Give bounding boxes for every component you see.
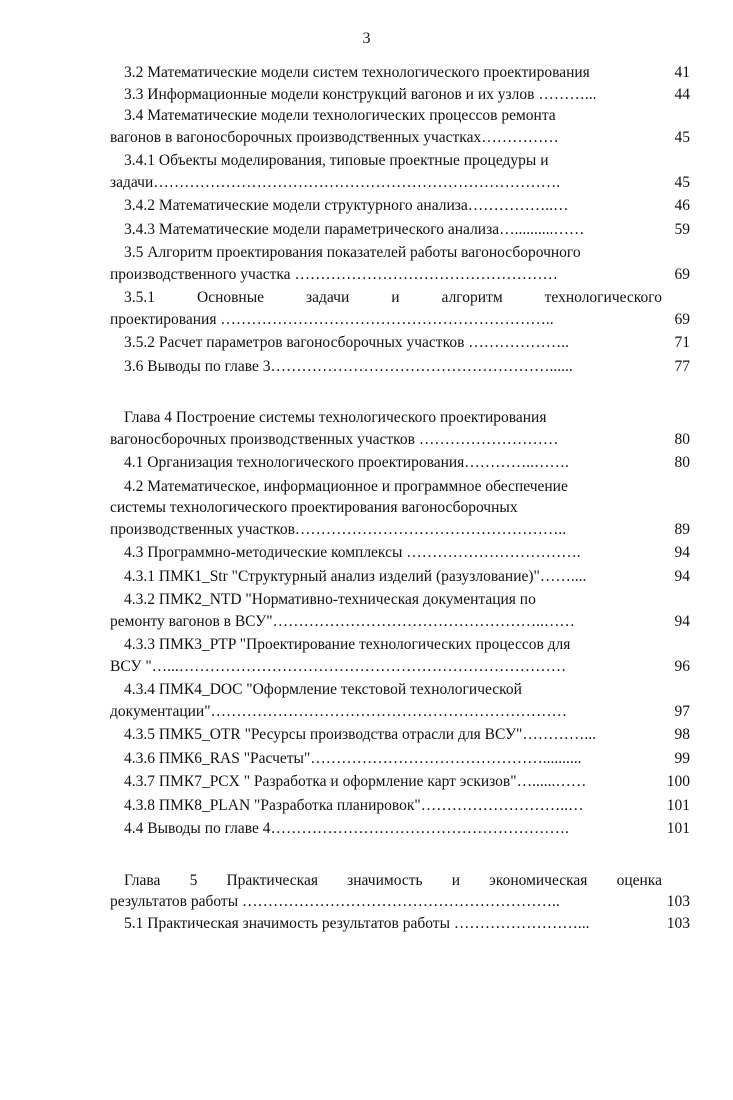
toc-entry-page: 41 bbox=[674, 64, 690, 81]
toc-entry bbox=[110, 84, 690, 106]
page-number: 3 bbox=[362, 30, 371, 47]
toc-entry-page: 99 bbox=[674, 749, 690, 767]
toc-entry-continuation bbox=[110, 891, 690, 913]
toc-chapter-heading bbox=[110, 870, 690, 892]
toc-entry-page: 69 bbox=[674, 310, 690, 328]
toc-entry-page: 94 bbox=[674, 567, 690, 585]
toc-entry-text: Глава 5 Практическая значимость и экономическая оценка bbox=[124, 871, 662, 889]
toc-entry-continuation bbox=[110, 264, 690, 286]
toc-entry-continuation bbox=[110, 127, 690, 149]
toc-entry bbox=[110, 679, 690, 701]
toc-entry-text: проектирования ……………………………………………………….. bbox=[110, 310, 554, 328]
toc-entry-page: 103 bbox=[666, 914, 690, 932]
toc-entry bbox=[110, 724, 690, 746]
toc-entry-text: 3.2 Математические модели систем технологического проектирования bbox=[124, 64, 590, 81]
toc-entry bbox=[110, 332, 690, 354]
toc-entry bbox=[110, 195, 690, 217]
toc-entry-text: 4.2 Математическое, информационное и программное обеспечение bbox=[124, 477, 568, 495]
toc-entry-text: 4.3 Программно-методические комплексы ……………………………. bbox=[124, 544, 581, 561]
toc-entry bbox=[110, 589, 690, 611]
toc-entry-page: 59 bbox=[674, 220, 690, 238]
toc-entry bbox=[110, 913, 690, 935]
toc-entry-page: 80 bbox=[674, 430, 690, 448]
toc-entry-page: 96 bbox=[674, 657, 690, 675]
toc-entry-text: вагонов в вагоносборочных производственных участках…………… bbox=[110, 128, 559, 146]
toc-entry-text: 4.3.5 ПМК5_OTR "Ресурсы производства отрасли для ВСУ"…………... bbox=[124, 726, 597, 743]
toc-entry-text: документации"…………………………………………………………… bbox=[110, 702, 568, 720]
toc-entry-text: результатов работы …………………………………………………….. bbox=[110, 893, 560, 910]
toc-entry-page: 100 bbox=[666, 773, 690, 790]
toc-entry-text: 3.5.1 Основные задачи и алгоритм технологического bbox=[124, 289, 662, 306]
toc-entry-page: 94 bbox=[674, 612, 690, 630]
toc-entry bbox=[110, 356, 690, 378]
toc-entry bbox=[110, 542, 690, 564]
toc-entry-text: 4.1 Организация технологического проектирования…………..……. bbox=[124, 454, 569, 471]
toc-entry-page: 69 bbox=[674, 265, 690, 283]
toc-entry-text: 3.4.3 Математические модели параметрического анализа…..........…… bbox=[124, 220, 585, 238]
toc-entry-text: 4.3.8 ПМК8_PLAN "Разработка планировок"………………………..… bbox=[124, 796, 584, 814]
toc-entry-text: 4.3.1 ПМК1_Str "Структурный анализ изделий (разузлование)"…….... bbox=[124, 567, 587, 585]
toc-entry-page: 45 bbox=[674, 173, 690, 191]
toc-entry-page: 103 bbox=[666, 893, 690, 910]
toc-entry-continuation bbox=[110, 429, 690, 451]
toc-entry-text: 3.5.2 Расчет параметров вагоносборочных участков ……………….. bbox=[124, 334, 570, 351]
toc-entry-text: Глава 4 Построение системы технологического проектирования bbox=[124, 409, 547, 426]
toc-entry-page: 77 bbox=[674, 357, 690, 375]
toc-entry-text: 3.4.2 Математические модели структурного анализа……………..… bbox=[124, 197, 569, 214]
toc-entry bbox=[110, 242, 690, 264]
toc-entry-text: системы технологического проектирования вагоносборочных bbox=[110, 499, 518, 516]
toc-entry-text: ремонту вагонов в ВСУ"……………………………………………..…… bbox=[110, 612, 575, 630]
toc-entry-text: 3.5 Алгоритм проектирования показателей работы вагоносборочного bbox=[124, 244, 581, 261]
toc-entry bbox=[110, 634, 690, 656]
toc-entry bbox=[110, 452, 690, 474]
toc-chapter-heading bbox=[110, 407, 690, 429]
toc-entry bbox=[110, 476, 690, 498]
toc-entry bbox=[110, 771, 690, 793]
toc-entry-continuation bbox=[110, 656, 690, 678]
toc-entry bbox=[110, 287, 690, 309]
toc-entry-page: 80 bbox=[674, 454, 690, 471]
toc-entry-continuation bbox=[110, 309, 690, 331]
toc-entry-continuation bbox=[110, 701, 690, 723]
toc-entry-text: 4.3.2 ПМК2_NTD "Нормативно-техническая документация по bbox=[124, 591, 536, 608]
toc-entry bbox=[110, 150, 690, 172]
toc-entry bbox=[110, 818, 690, 840]
toc-entry-text: ВСУ "…...………………………………………………………………… bbox=[110, 657, 567, 675]
toc-entry-page: 44 bbox=[674, 85, 690, 103]
toc-entry-page: 97 bbox=[674, 702, 690, 720]
toc-entry-text: 4.4 Выводы по главе 4…………………………………………………. bbox=[124, 820, 569, 837]
toc-entry-page: 101 bbox=[666, 796, 690, 814]
toc-entry-text: 3.4 Математические модели технологических процессов ремонта bbox=[124, 107, 556, 124]
toc-entry-page: 101 bbox=[666, 820, 690, 837]
toc-entry-text: 4.3.3 ПМК3_PTP "Проектирование технологических процессов для bbox=[124, 636, 571, 653]
toc-entry-page: 71 bbox=[674, 334, 690, 351]
toc-entry-text: производственных участков…………………………………………….. bbox=[110, 520, 567, 538]
toc-entry-text: 3.6 Выводы по главе 3………………………………………………...... bbox=[124, 357, 573, 375]
toc-entry-text: 3.4.1 Объекты моделирования, типовые проектные процедуры и bbox=[124, 152, 549, 169]
toc-entry-continuation bbox=[110, 497, 690, 519]
toc-entry-text: 3.3 Информационные модели конструкций вагонов и их узлов ………... bbox=[124, 85, 597, 103]
toc-entry-page: 89 bbox=[674, 520, 690, 538]
toc-entry-page: 98 bbox=[674, 726, 690, 743]
toc-entry-page: 45 bbox=[674, 128, 690, 146]
toc-entry-text: 4.3.6 ПМК6_RAS "Расчеты"……………………………………….......... bbox=[124, 749, 582, 767]
table-of-contents bbox=[110, 62, 690, 934]
toc-entry-text: производственного участка …………………………………………… bbox=[110, 265, 558, 283]
toc-entry-text: 5.1 Практическая значимость результатов работы ……………………... bbox=[124, 914, 590, 932]
toc-entry-continuation bbox=[110, 172, 690, 194]
toc-entry bbox=[110, 566, 690, 588]
toc-entry bbox=[110, 62, 690, 84]
toc-entry-text: задачи……………………………………………………………………. bbox=[110, 173, 561, 191]
toc-entry-page: 94 bbox=[674, 544, 690, 561]
toc-entry-text: 4.3.7 ПМК7_PCX " Разработка и оформление карт эскизов"…......…… bbox=[124, 773, 587, 790]
toc-entry-continuation bbox=[110, 611, 690, 633]
toc-entry-continuation bbox=[110, 519, 690, 541]
toc-entry-text: 4.3.4 ПМК4_DOC "Оформление текстовой технологической bbox=[124, 681, 522, 698]
toc-entry bbox=[110, 795, 690, 817]
toc-entry-text: вагоносборочных производственных участков ……………………… bbox=[110, 430, 559, 448]
toc-entry bbox=[110, 105, 690, 127]
toc-entry bbox=[110, 219, 690, 241]
toc-entry bbox=[110, 748, 690, 770]
toc-entry-page: 46 bbox=[674, 197, 690, 214]
